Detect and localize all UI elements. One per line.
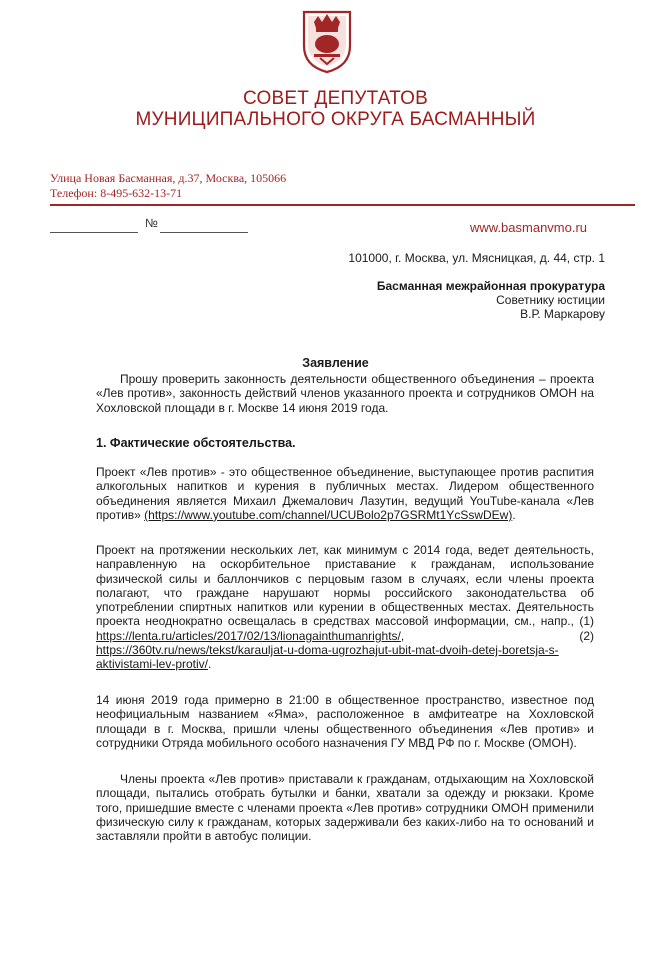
paragraph-1-end: .	[512, 507, 516, 522]
number-blank	[160, 224, 248, 233]
tv360-link[interactable]: https://360tv.ru/news/tekst/karauljat-u-doma-ugrozhajut-ubit-mat-dvoih-detej-boretsja-s-aktivistami-lev-protiv/	[96, 643, 559, 672]
document-title: Заявление	[302, 356, 369, 370]
recipient-name: В.Р. Маркарову	[520, 307, 605, 321]
recipient-position: Советнику юстиции	[496, 293, 605, 307]
paragraph-1	[96, 465, 594, 522]
org-title-line1: СОВЕТ ДЕПУТАТОВ	[243, 88, 428, 109]
lenta-link[interactable]: https://lenta.ru/articles/2017/02/13/lionagainthumanrights/	[96, 628, 401, 643]
org-address: Улица Новая Басманная, д.37, Москва, 105066	[50, 171, 287, 185]
number-sign: №	[145, 216, 158, 230]
recipient-org: Басманная межрайонная прокуратура	[376, 279, 605, 293]
org-phone: Телефон: 8-495-632-13-71	[50, 186, 183, 200]
paragraph-1-text: Проект «Лев против» - это общественное объединение, выступающее против распития алкогольных напитков и курения в публичных местах. Лидером общественного объединения является Михаил Джемалович Лазутин, ведущий YouTube-канала «Лев против»	[96, 465, 594, 522]
recipient-address: 101000, г. Москва, ул. Мясницкая, д. 44, стр. 1	[348, 251, 605, 265]
header-divider	[50, 204, 635, 206]
org-title-line2: МУНИЦИПАЛЬНОГО ОКРУГА БАСМАННЫЙ	[135, 109, 536, 130]
paragraph-4: Члены проекта «Лев против» приставали к гражданам, отдыхающим на Хохловской площади, пытались отобрать бутылки и банки, хватали за одежду и рюкзаки. Кроме того, пришедшие вместе с членами проекта «Лев против» сотрудники ОМОН применили физическую силу к гражданам, которых задерживали без каких-либо на то оснований и заставляли пройти в автобус полиции.	[96, 772, 594, 844]
paragraph-2-end: .	[208, 657, 212, 672]
coat-of-arms-icon	[300, 8, 354, 74]
website-link[interactable]: www.basmanvmo.ru	[470, 220, 588, 235]
paragraph-2	[96, 543, 594, 672]
recipient-block	[377, 279, 605, 321]
intro-paragraph: Прошу проверить законность деятельности общественного объединения – проекта «Лев против», законность действий членов указанного проекта и сотрудников ОМОН на Хохловской площади в г. Москве 14 июня 2019 года.	[96, 372, 594, 415]
date-blank	[50, 224, 138, 233]
paragraph-2-mid: , (2)	[400, 628, 594, 643]
paragraph-3: 14 июня 2019 года примерно в 21:00 в общественное пространство, известное под неофициальным названием «Яма», расположенное в амфитеатре на Хохловской площади в г. Москва, пришли члены общественного объединения «Лев против» и сотрудники Отряда мобильного особого назначения ГУ МВД РФ по г. Москве (ОМОН).	[96, 693, 594, 750]
section-heading: 1. Фактические обстоятельства.	[96, 436, 296, 450]
paragraph-2-text: Проект на протяжении нескольких лет, как минимум с 2014 года, ведет деятельность, направленную на оскорбительное приставание к гражданам, использование физической силы и баллончиков с перцовым газом в случаях, если члены проекта полагают, что граждане нарушают нормы российского законодательства об употреблении спиртных напитков или курении в общественных местах. Деятельность проекта неоднократно освещалась в средствах массовой информации, см., напр., (1)	[96, 543, 594, 629]
youtube-link[interactable]: (https://www.youtube.com/channel/UCUBolo2p7GSRMt1YcSswDEw)	[144, 507, 513, 522]
